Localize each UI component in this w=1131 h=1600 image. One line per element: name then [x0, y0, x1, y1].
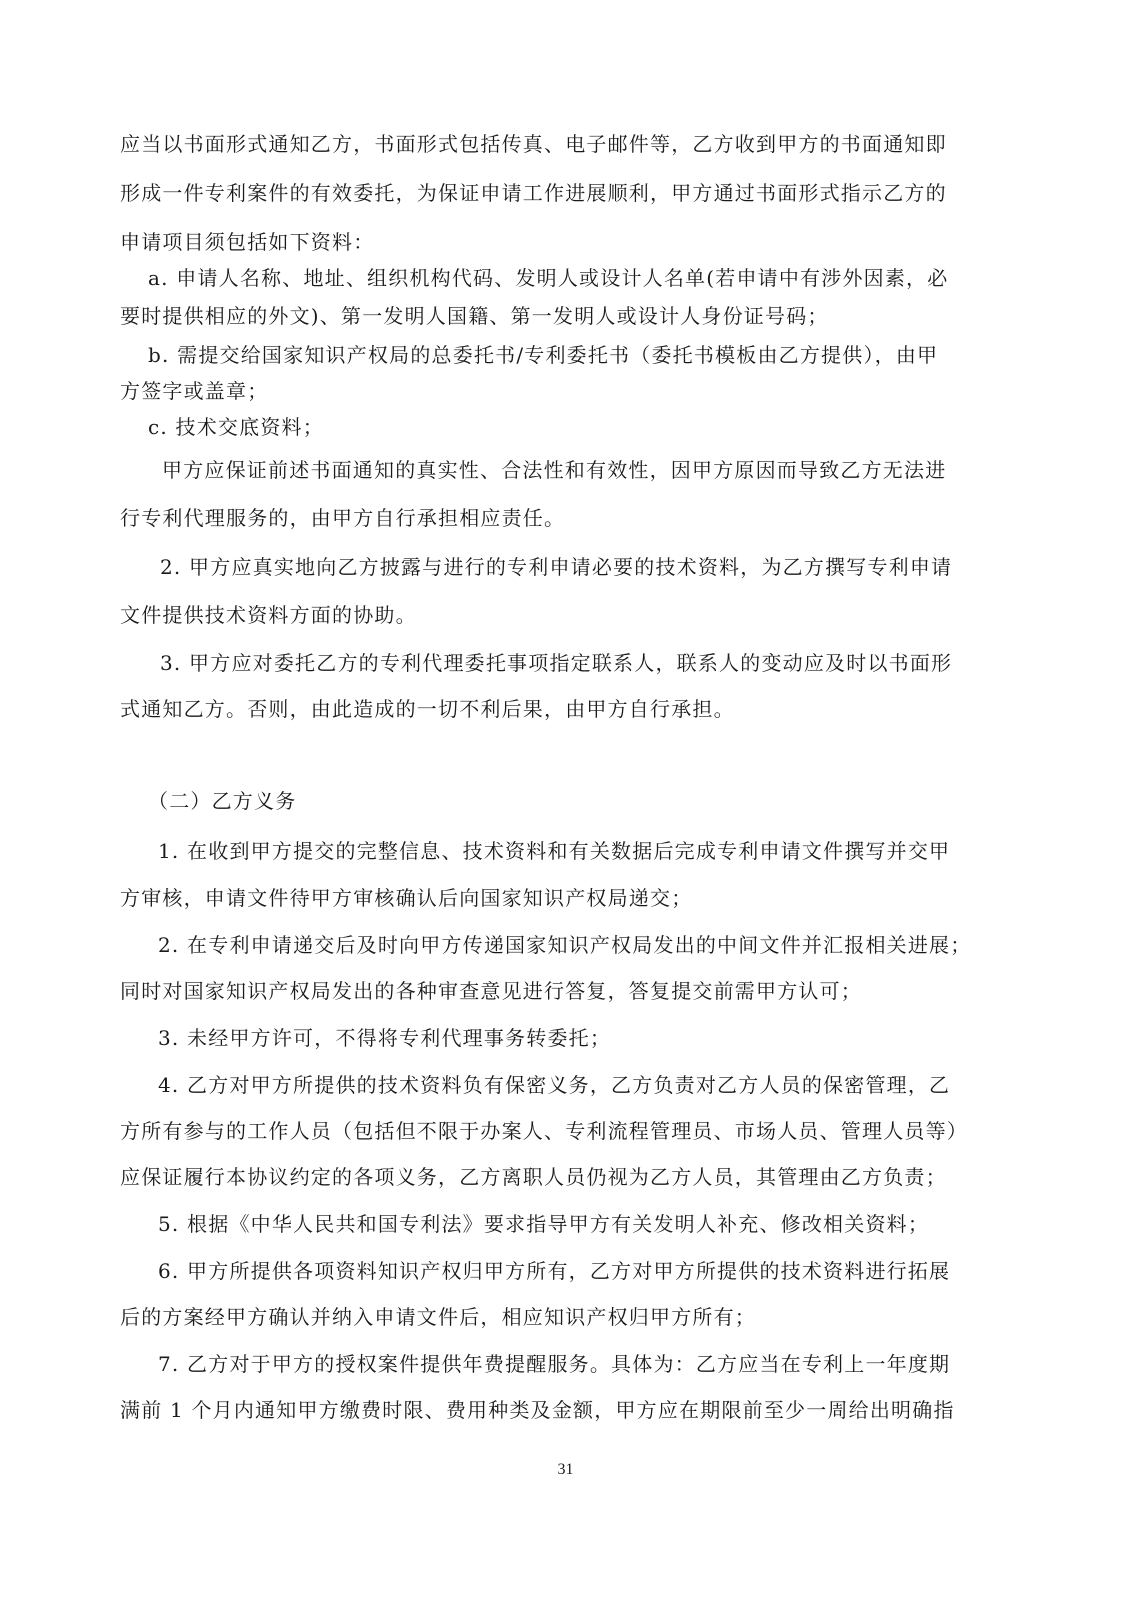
paragraph-line: 形成一件专利案件的有效委托，为保证申请工作进展顺利，甲方通过书面形式指示乙方的 [120, 181, 947, 205]
clause-3: 3. 甲方应对委托乙方的专利代理委托事项指定联系人，联系人的变动应及时以书面形 [160, 651, 953, 675]
paragraph-line: 行专利代理服务的，由甲方自行承担相应责任。 [120, 506, 566, 530]
obligation-7-continued: 满前 1 个月内通知甲方缴费时限、费用种类及金额，甲方应在期限前至少一周给出明确指 [120, 1398, 955, 1422]
obligation-4: 4. 乙方对甲方所提供的技术资料负有保密义务，乙方负责对乙方人员的保密管理，乙 [158, 1073, 951, 1097]
list-item-b: b. 需提交给国家知识产权局的总委托书/专利委托书（委托书模板由乙方提供），由甲 [148, 343, 939, 367]
paragraph-line: 甲方应保证前述书面通知的真实性、合法性和有效性，因甲方原因而导致乙方无法进 [162, 458, 947, 482]
page-number: 31 [557, 1461, 574, 1478]
clause-3-continued: 式通知乙方。否则，由此造成的一切不利后果，由甲方自行承担。 [120, 697, 735, 721]
obligation-2: 2. 在专利申请递交后及时向甲方传递国家知识产权局发出的中间文件并汇报相关进展； [158, 933, 972, 957]
list-item-a-continued: 要时提供相应的外文)、第一发明人国籍、第一发明人或设计人身份证号码； [120, 304, 829, 328]
obligation-2-continued: 同时对国家知识产权局发出的各种审查意见进行答复，答复提交前需甲方认可； [120, 979, 862, 1003]
obligation-4-continued: 应保证履行本协议约定的各项义务，乙方离职人员仍视为乙方人员，其管理由乙方负责； [120, 1165, 947, 1189]
obligation-6: 6. 甲方所提供各项资料知识产权归甲方所有，乙方对甲方所提供的技术资料进行拓展 [158, 1259, 951, 1283]
clause-2-continued: 文件提供技术资料方面的协助。 [120, 603, 417, 627]
obligation-7: 7. 乙方对于甲方的授权案件提供年费提醒服务。具体为：乙方应当在专利上一年度期 [158, 1352, 951, 1376]
obligation-1-continued: 方审核，申请文件待甲方审核确认后向国家知识产权局递交； [120, 886, 693, 910]
obligation-6-continued: 后的方案经甲方确认并纳入申请文件后，相应知识产权归甲方所有； [120, 1305, 756, 1329]
obligation-4-continued: 方所有参与的工作人员（包括但不限于办案人、专利流程管理员、市场人员、管理人员等） [120, 1119, 968, 1143]
list-item-a: a. 申请人名称、地址、组织机构代码、发明人或设计人名单(若申请中有涉外因素，必 [148, 266, 949, 290]
list-item-b-continued: 方签字或盖章； [120, 379, 269, 403]
obligation-3: 3. 未经甲方许可，不得将专利代理事务转委托； [158, 1026, 612, 1050]
obligation-5: 5. 根据《中华人民共和国专利法》要求指导甲方有关发明人补充、修改相关资料； [158, 1212, 930, 1236]
list-item-c: c. 技术交底资料； [148, 415, 324, 439]
obligation-1: 1. 在收到甲方提交的完整信息、技术资料和有关数据后完成专利申请文件撰写并交甲 [158, 839, 951, 863]
paragraph-line: 应当以书面形式通知乙方，书面形式包括传真、电子邮件等，乙方收到甲方的书面通知即 [120, 132, 947, 156]
section-heading: （二）乙方义务 [148, 789, 297, 813]
paragraph-line: 申请项目须包括如下资料： [120, 230, 375, 254]
clause-2: 2. 甲方应真实地向乙方披露与进行的专利申请必要的技术资料，为乙方撰写专利申请 [160, 555, 953, 579]
